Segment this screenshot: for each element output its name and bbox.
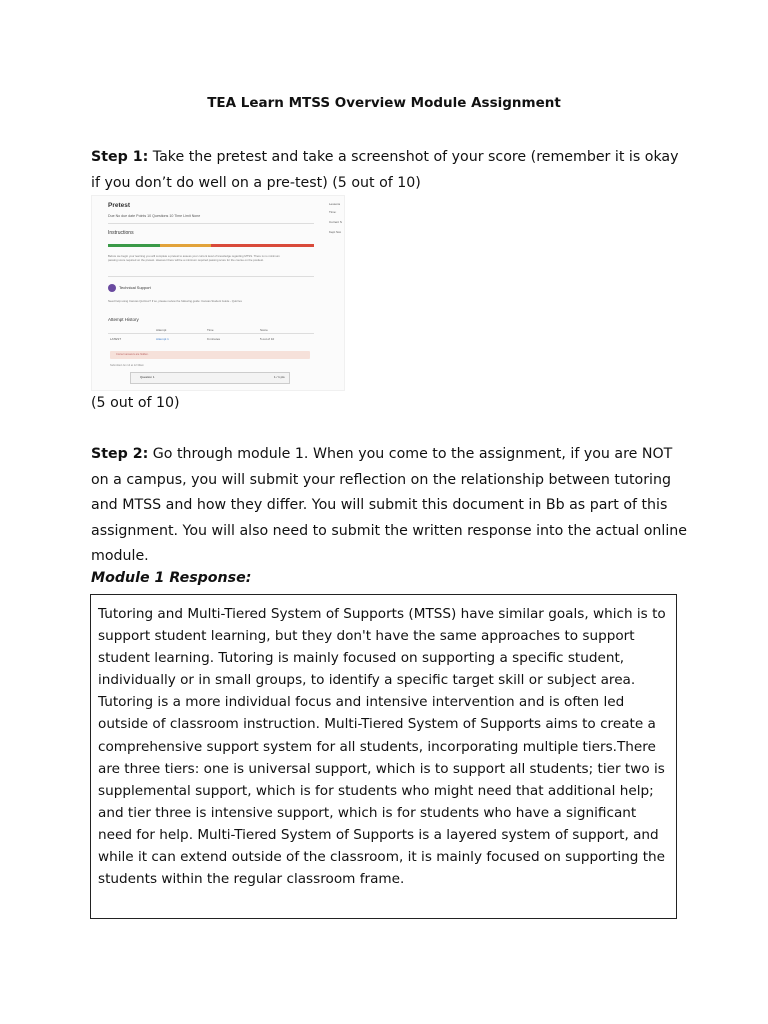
attempt-score: 5 out of 10 — [260, 337, 275, 341]
side-panel-kept-score: Kept Sco — [329, 230, 342, 234]
pretest-title: Pretest — [108, 202, 131, 209]
step-2-paragraph — [91, 442, 691, 570]
side-panel-current-score: Current S — [329, 220, 342, 224]
document-title: TEA Learn MTSS Overview Module Assignment — [207, 95, 561, 111]
step-1-paragraph — [91, 145, 691, 196]
pretest-score-caption: (5 out of 10) — [91, 395, 180, 411]
side-panel-time: Time: — [329, 210, 337, 214]
attempt-link[interactable]: Attempt 1 — [156, 337, 169, 341]
module-1-response-heading: Module 1 Response: — [91, 570, 252, 586]
divider — [108, 276, 314, 277]
module-1-response-box: Tutoring and Multi-Tiered System of Supports (MTSS) have similar goals, which is to support student learning, but they don't have the same approaches to support student learning. Tutoring is mainly focused on supporting a specific student, individually or in small groups, to identify a specific target skill or subject area. Tutoring is a more individual focus and intensive intervention and is often led outside of classroom instruction. Multi-Tiered System of Supports aims to create a comprehensive support system for all students, incorporating multiple tiers.There are three tiers: one is universal support, which is to support all students; tier two is supplemental support, which is for students who might need that additional help; and tier three is intensive support, which is for students who have a significant need for help. Multi-Tiered System of Supports is a layered system of support, and while it can extend outside of the classroom, it is mainly focused on supporting the students within the regular classroom frame. — [90, 594, 677, 919]
attempt-latest-label: LATEST — [110, 337, 122, 341]
column-header-score: Score — [260, 328, 268, 332]
attempt-time: 9 minutes — [207, 337, 221, 341]
step-2-label: Step 2: — [91, 446, 149, 462]
hidden-answers-alert-text: Correct answers are hidden. — [116, 353, 149, 356]
column-header-time: Time — [207, 328, 214, 332]
instructions-heading: Instructions — [108, 230, 134, 236]
instructions-text-1: Before we begin your learning you will complete a pretest to assess your current level of knowledge regarding MTSS. There is no minimum — [108, 254, 280, 258]
question-points: 1 / 1 pts — [274, 375, 285, 379]
divider — [108, 223, 314, 224]
attempt-history-heading: Attempt History — [108, 317, 139, 322]
submitted-date: Submitted Jun 14 at 12:39am — [110, 364, 144, 367]
technical-support-icon — [108, 284, 116, 292]
technical-support-heading: Technical Support — [119, 285, 151, 290]
bar-segment-orange — [160, 244, 212, 247]
instructions-color-bar — [108, 244, 314, 247]
side-panel-lessons: Lessons — [329, 202, 341, 206]
step-1-text: Take the pretest and take a screenshot of your score (remember it is okay if you don’t do well on a pre-test) (5 out of 10) — [91, 149, 679, 191]
step-2-text: Go through module 1. When you come to the assignment, if you are NOT on a campus, you will submit your reflection on the relationship between tutoring and MTSS and how they differ. You will submit this document in Bb as part of this assignment. You will also need to submit the written response into the actual online module. — [91, 446, 688, 564]
bar-segment-red — [211, 244, 263, 247]
divider — [108, 333, 314, 334]
pretest-screenshot — [91, 195, 345, 391]
instructions-text-2: passing score required on the pretest. However there will be a minimum required passing score for the course on the posttest. — [108, 258, 264, 262]
pretest-meta: Due No due date Points 10 Questions 10 Time Limit None — [108, 214, 201, 218]
question-label: Question 1 — [140, 375, 155, 379]
bar-segment-red-2 — [263, 244, 315, 247]
technical-support-text: Need help using Canvas Quizzes? If so, please review the following guide: Canvas Student Guide - Quizzes — [108, 299, 242, 303]
step-1-label: Step 1: — [91, 149, 149, 165]
column-header-attempt: Attempt — [156, 328, 167, 332]
bar-segment-green — [108, 244, 160, 247]
